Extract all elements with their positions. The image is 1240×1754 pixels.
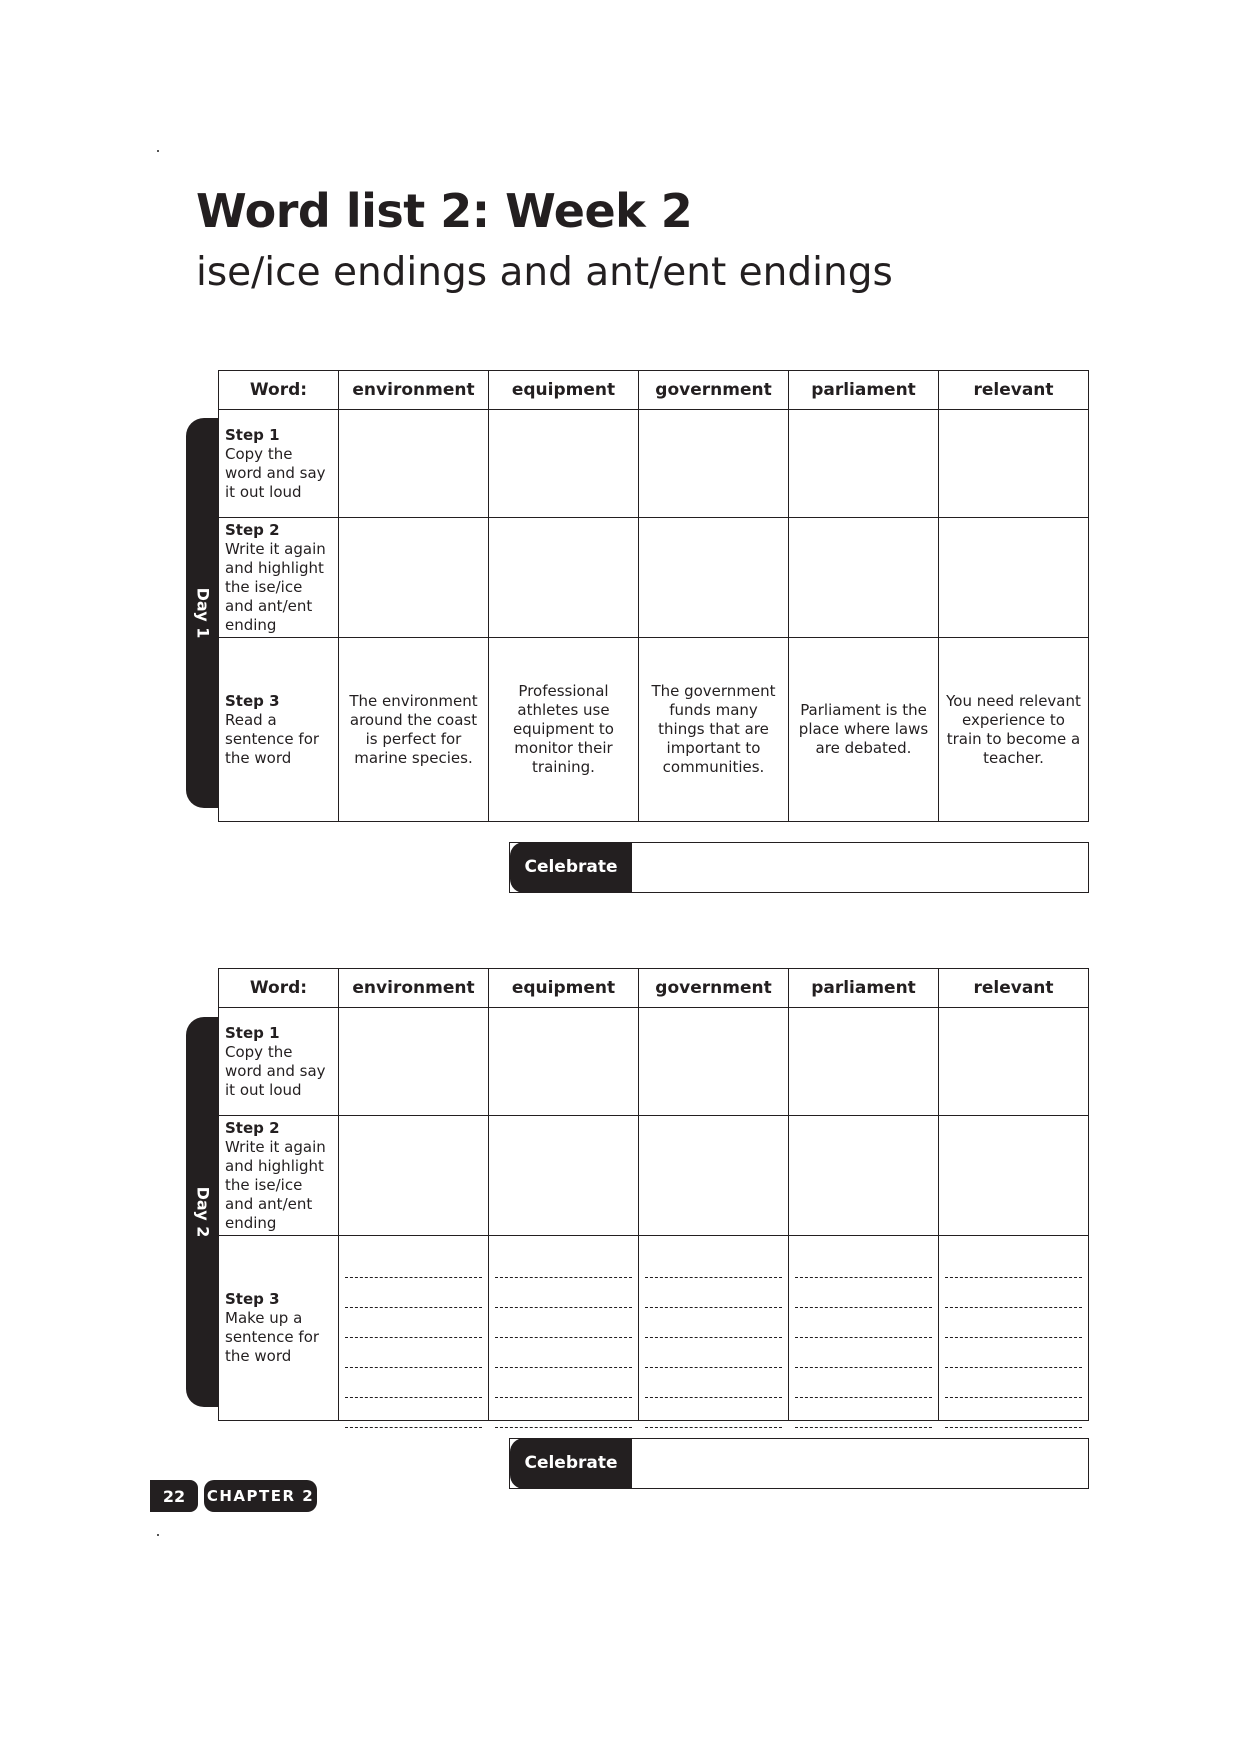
step-text: Make up a sentence for the word	[225, 1309, 320, 1365]
step-title: Step 2	[225, 1118, 280, 1137]
example-sentence: Parliament is the place where laws are debated.	[789, 638, 939, 822]
copy-word-box[interactable]	[639, 1008, 789, 1116]
day-2-tab	[186, 1017, 220, 1407]
step-title: Step 2	[225, 520, 280, 539]
example-sentence: Professional athletes use equipment to monitor their training.	[489, 638, 639, 822]
highlight-word-box[interactable]	[789, 518, 939, 638]
highlight-word-box[interactable]	[939, 518, 1089, 638]
word-header: Word:	[219, 371, 339, 410]
page-title: Word list 2: Week 2	[196, 184, 693, 238]
chapter-badge: CHAPTER 2	[204, 1480, 317, 1512]
word-cell: relevant	[939, 969, 1089, 1008]
step-2-row	[219, 518, 1089, 638]
word-cell: government	[639, 969, 789, 1008]
step-3-row	[219, 638, 1089, 822]
step-3-label	[219, 1236, 339, 1421]
step-title: Step 1	[225, 1023, 280, 1042]
word-cell: parliament	[789, 371, 939, 410]
word-cell: equipment	[489, 969, 639, 1008]
highlight-word-box[interactable]	[489, 518, 639, 638]
step-1-row	[219, 1008, 1089, 1116]
step-3-label	[219, 638, 339, 822]
word-cell: relevant	[939, 371, 1089, 410]
copy-word-box[interactable]	[339, 410, 489, 518]
print-mark	[157, 150, 159, 152]
step-text: Write it again and highlight the ise/ice and ant/ent ending	[225, 539, 326, 634]
step-text: Copy the word and say it out loud	[225, 1042, 326, 1099]
copy-word-box[interactable]	[639, 410, 789, 518]
step-title: Step 1	[225, 425, 280, 444]
step-1-row	[219, 410, 1089, 518]
step-2-label	[219, 1116, 339, 1236]
word-cell: environment	[339, 969, 489, 1008]
step-text: Copy the word and say it out loud	[225, 444, 326, 501]
day-1-tab	[186, 418, 220, 808]
sentence-writing-box[interactable]	[939, 1236, 1089, 1421]
example-sentence: The government funds many things that are important to communities.	[639, 638, 789, 822]
step-title: Step 3	[225, 691, 280, 710]
day-1-tab-label: Day 1	[193, 587, 213, 639]
page-subtitle: ise/ice endings and ant/ent endings	[196, 250, 893, 295]
example-sentence: The environment around the coast is perfect for marine species.	[339, 638, 489, 822]
sentence-writing-box[interactable]	[639, 1236, 789, 1421]
example-sentence: You need relevant experience to train to become a teacher.	[939, 638, 1089, 822]
celebrate-label: Celebrate	[510, 1438, 632, 1489]
step-title: Step 3	[225, 1290, 280, 1308]
step-2-row	[219, 1116, 1089, 1236]
header-row	[219, 969, 1089, 1008]
step-1-label	[219, 410, 339, 518]
step-text: Read a sentence for the word	[225, 710, 320, 767]
word-cell: government	[639, 371, 789, 410]
day-2-table	[218, 968, 1089, 1421]
sentence-writing-box[interactable]	[489, 1236, 639, 1421]
highlight-word-box[interactable]	[639, 518, 789, 638]
highlight-word-box[interactable]	[489, 1116, 639, 1236]
day-2-tab-label: Day 2	[193, 1186, 213, 1238]
sentence-writing-box[interactable]	[339, 1236, 489, 1421]
highlight-word-box[interactable]	[639, 1116, 789, 1236]
word-cell: environment	[339, 371, 489, 410]
word-cell: parliament	[789, 969, 939, 1008]
word-cell: equipment	[489, 371, 639, 410]
celebrate-label: Celebrate	[510, 842, 632, 893]
copy-word-box[interactable]	[789, 410, 939, 518]
step-text: Write it again and highlight the ise/ice and ant/ent ending	[225, 1137, 326, 1232]
step-3-row	[219, 1236, 1089, 1421]
highlight-word-box[interactable]	[789, 1116, 939, 1236]
highlight-word-box[interactable]	[939, 1116, 1089, 1236]
copy-word-box[interactable]	[939, 410, 1089, 518]
day-1-celebrate-box[interactable]	[509, 842, 1089, 893]
copy-word-box[interactable]	[489, 1008, 639, 1116]
copy-word-box[interactable]	[789, 1008, 939, 1116]
day-2-celebrate-box[interactable]	[509, 1438, 1089, 1489]
header-row	[219, 371, 1089, 410]
page-number: 22	[150, 1480, 198, 1512]
step-2-label	[219, 518, 339, 638]
highlight-word-box[interactable]	[339, 518, 489, 638]
copy-word-box[interactable]	[339, 1008, 489, 1116]
print-mark	[157, 1534, 159, 1536]
step-1-label	[219, 1008, 339, 1116]
copy-word-box[interactable]	[489, 410, 639, 518]
day-1-table	[218, 370, 1089, 822]
word-header: Word:	[219, 969, 339, 1008]
highlight-word-box[interactable]	[339, 1116, 489, 1236]
sentence-writing-box[interactable]	[789, 1236, 939, 1421]
copy-word-box[interactable]	[939, 1008, 1089, 1116]
